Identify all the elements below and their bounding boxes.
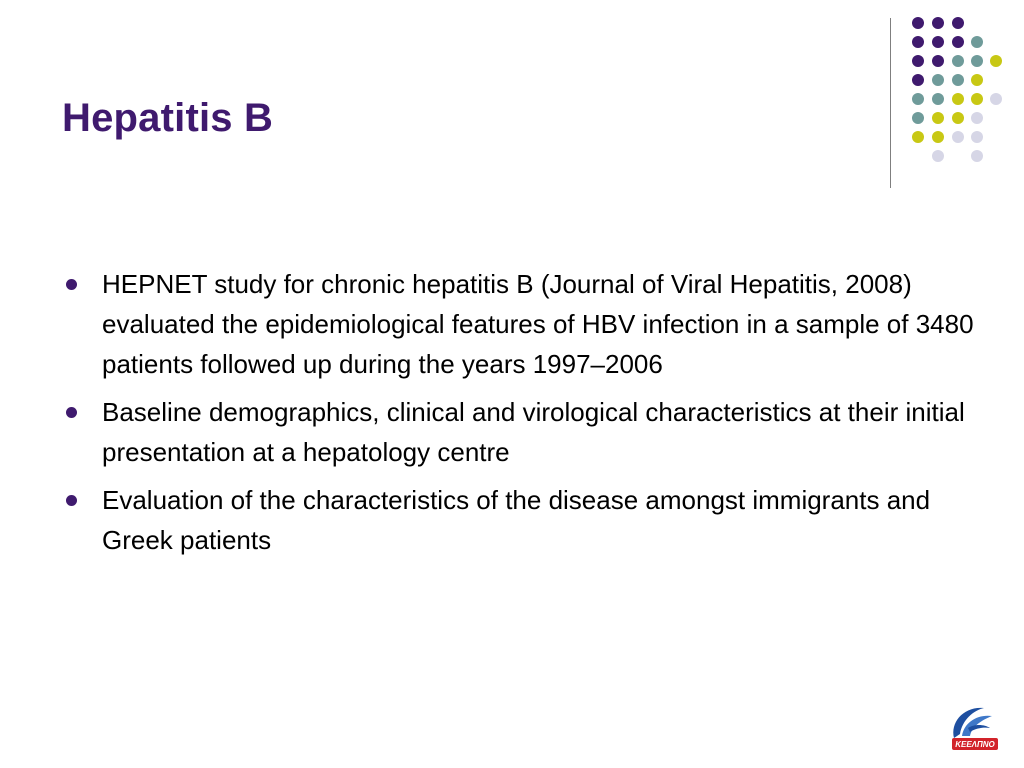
keelpno-logo <box>944 700 1002 758</box>
dot <box>912 74 924 86</box>
bullet-icon <box>66 279 77 290</box>
dot <box>932 112 944 124</box>
dot <box>912 55 924 67</box>
dot <box>932 131 944 143</box>
dot <box>971 131 983 143</box>
dot <box>971 36 983 48</box>
dot <box>932 55 944 67</box>
dot <box>971 150 983 162</box>
bullet-text: Baseline demographics, clinical and virological characteristics at their initial presentation at a hepatology centre <box>102 397 965 467</box>
dot <box>952 112 964 124</box>
dot <box>971 74 983 86</box>
dot <box>912 17 924 29</box>
bullet-item <box>60 264 975 384</box>
bullet-item <box>60 480 975 560</box>
dot <box>971 55 983 67</box>
dot <box>912 131 924 143</box>
bullet-item <box>60 392 975 472</box>
dot <box>952 36 964 48</box>
dot <box>932 150 944 162</box>
dot <box>932 93 944 105</box>
dot <box>932 17 944 29</box>
decorative-dot-grid <box>0 0 1024 200</box>
dot <box>912 93 924 105</box>
dot <box>932 74 944 86</box>
dot <box>971 112 983 124</box>
dot <box>932 36 944 48</box>
dot <box>912 36 924 48</box>
slide-title: Hepatitis B <box>62 96 274 140</box>
dot <box>952 131 964 143</box>
bullet-icon <box>66 407 77 418</box>
dot <box>971 93 983 105</box>
dot <box>952 93 964 105</box>
dot <box>990 55 1002 67</box>
dot <box>952 74 964 86</box>
dot <box>990 93 1002 105</box>
bullet-text: Evaluation of the characteristics of the disease amongst immigrants and Greek patients <box>102 485 931 555</box>
dot <box>952 17 964 29</box>
bullet-icon <box>66 495 77 506</box>
bullet-text: HEPNET study for chronic hepatitis B (Journal of Viral Hepatitis, 2008) evaluated the epidemiological features of HBV infection in a sample of 3480 patients followed up during the years 1997–2006 <box>102 269 974 379</box>
bullet-list <box>60 264 975 568</box>
logo-text: ΚΕΕΛΠΝΟ <box>955 740 995 749</box>
dot <box>912 112 924 124</box>
dot <box>952 55 964 67</box>
